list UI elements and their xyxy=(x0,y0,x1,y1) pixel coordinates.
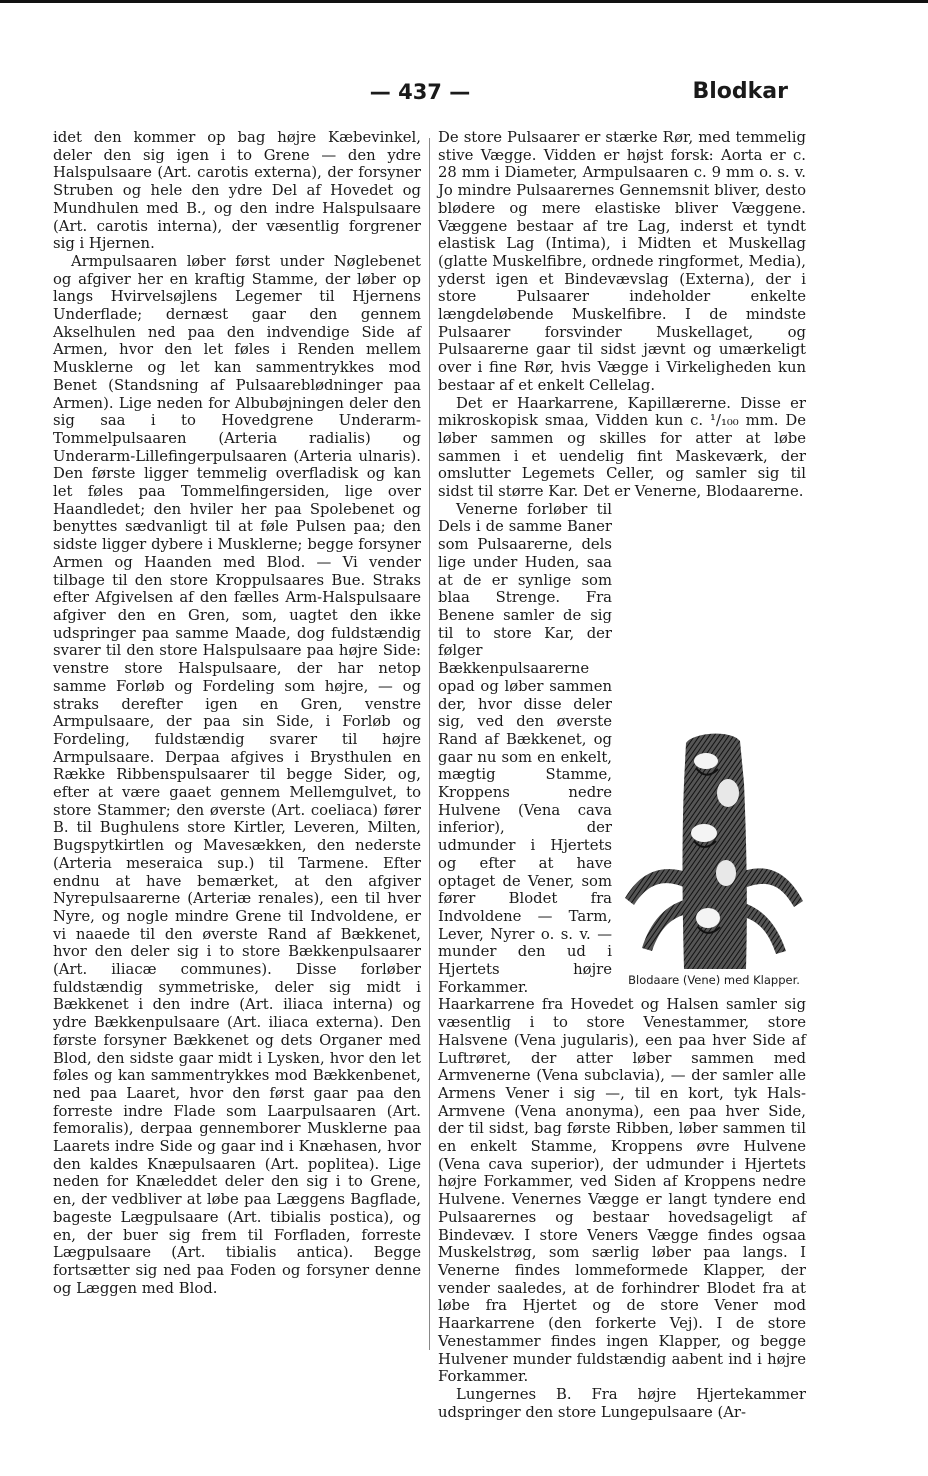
paragraph: De store Pulsaarer er stærke Rør, med temmelig stive Vægge. Vidden er højst forsk: Aorta er c. 28 mm i Diameter, Armpulsaaren c. 9 mm o. s. v. Jo mindre Pulsaarernes Gennemsnit bliver, desto blødere og mere elastiske bliver Væggene. Væggene bestaar af tre Lag, inderst et tyndt elastisk Lag (Intima), i Midten et Muskellag (glatte Muskelfibre, ordnede ringformet, Media), yderst igen et Bindevævslag (Externa), der i store Pulsaarer indeholder enkelte længdeløbende Muskelfibre. I de mindste Pulsaarer forsvinder Muskellaget, og Pulsaarerne gaar til sidst jævnt og umærkeligt over i fine Rør, hvis Vægge i Virkeligheden kun bestaar af et enkelt Cellelag. xyxy=(438,129,806,394)
running-header-title: Blodkar xyxy=(692,79,788,104)
left-column xyxy=(53,129,421,1297)
vein-with-valves-illustration xyxy=(620,723,808,971)
page-number: — 437 — xyxy=(369,80,471,104)
top-page-edge xyxy=(0,0,928,3)
paragraph: idet den kommer op bag højre Kæbevinkel, deler den sig igen i to Grene — den ydre Halspulsaare (Art. carotis externa), der forsyner Struben og hele den ydre Del af Hovedet og Mundhulen med B., og den indre Halspulsaare (Art. carotis interna), der væsentlig forgrener sig i Hjernen. xyxy=(53,129,421,253)
column-divider xyxy=(429,138,430,1350)
figure-vein xyxy=(620,723,808,989)
paragraph: Lungernes B. Fra højre Hjertekammer udspringer den store Lungepulsaare (Ar- xyxy=(438,1385,806,1421)
paragraph-text: Venerne forløber til Dels i de samme Baner som Pulsaarerne, dels lige under Huden, saa at de er synlige som blaa Strenge. Fra Benene samler de sig til to store Kar, der følger Bækkenpulsaarerne opad og løber sammen der, hvor disse deler sig, ved den øverste Rand af Bækkenet, og gaar nu som en enkelt, mægtig Stamme, Kroppens nedre Hulvene (Vena cava inferior), der udmunder i Hjertets og efter at have optaget de Vener, som fører Blodet fra Indvoldene — Tarm, Lever, Nyrer o. s. v. — munder den ud i Hjertets højre Forkammer. Haarkarrene fra Hovedet og Halsen samler sig væsentlig i to store Venestammer, store Halsvene (Vena jugularis), een paa hver Side af Luftrøret, der atter løber sammen med Armvenerne (Vena subclavia), — der samler alle Armens Vener i sig —, til en kort, tyk Hals-Armvene (Vena anonyma), een paa hver Side, der til sidst, bag første Ribben, løber sammen til en enkelt Stamme, Kroppens øvre Hulvene (Vena cava superior), der udmunder i Hjertets højre Forkammer, ved Siden af Kroppens nedre Hulvene. Venernes Vægge er langt tyndere end Pulsaarernes og bestaar hovedsageligt af Bindevæv. I store Veners Vægge findes ogsaa Muskelstrøg, som særlig løber paa langs. I Venerne findes lommeformede Klapper, der vender saaledes, at de forhindrer Blodet fra at løbe fra Hjertet og de store Vener mod Haarkarrene (den forkerte Vej). I de store Venestammer findes ingen Klapper, og begge Hulvener munder fuldstændig aabent ind i højre Forkammer. xyxy=(438,500,806,1386)
paragraph: Det er Haarkarrene, Kapillærerne. Disse er mikroskopisk smaa, Vidden kun c. ¹/₁₀₀ mm. De løber sammen og skilles for atter at løbe sammen i et uendelig fint Maskeværk, der omslutter Legemets Celler, og samler sig til sidst til større Kar. Det er Venerne, Blodaarerne. xyxy=(438,394,806,501)
right-column xyxy=(438,129,806,1421)
figure-caption: Blodaare (Vene) med Klapper. xyxy=(628,972,800,987)
paragraph: Armpulsaaren løber først under Nøglebenet og afgiver her en kraftig Stamme, der løber op langs Hvirvelsøjlens Legemer til Hjernens Underflade; dernæst gaar den gennem Akselhulen ned paa den indvendige Side af Armen, hvor den let føles i Renden mellem Musklerne og let kan sammentrykkes mod Benet (Standsning af Pulsaareblødninger paa Armen). Lige neden for Albubøjningen deler den sig saa i to Hovedgrene Underarm-Tommelpulsaaren (Arteria radialis) og Underarm-Lillefingerpulsaaren (Arteria ulnaris). Den første ligger temmelig overfladisk og kan let føles paa Tommelfingersiden, lige over Haandledet; den hviler her paa Spolebenet og benyttes sædvanligt til at føle Pulsen paa; den sidste ligger dybere i Musklerne; begge forsyner Armen og Haanden med Blod. — Vi vender tilbage til den store Kroppulsaares Bue. Straks efter Afgivelsen af den fælles Arm-Halspulsaare afgiver den en Gren, som, uagtet den ikke udspringer paa samme Maade, dog fuldstændig svarer til den store Halspulsaare paa højre Side: venstre store Halspulsaare, der har netop samme Forløb og Fordeling som højre, — og straks derefter igen en Gren, venstre Armpulsaare, der paa sin Side, i Forløb og Fordeling, fuldstændig svarer til højre Armpulsaare. Derpaa afgives i Brysthulen en Række Ribbenspulsaarer til begge Sider, og, efter at være gaaet gennem Mellemgulvet, to store Stammer; den øverste (Art. coeliaca) fører B. til Bughulens store Kirtler, Leveren, Milten, Bugspytkirtlen og Mavesækken, den nederste (Arteria meseraica sup.) til Tarmene. Efter endnu at have bemærket, at den afgiver Nyrepulsaarerne (Arteriæ renales), een til hver Nyre, og nogle mindre Grene til Indvoldene, er vi naaede til den øverste Rand af Bækkenet, hvor den deler sig i to store Bækkenpulsaarer (Art. iliacæ communes). Disse forløber fuldstændig symmetriske, deler sig midt i Bækkenet i den indre (Art. iliaca interna) og ydre Bækkenpulsaare (Art. iliaca externa). Den første forsyner Bækkenet og dets Organer med Blod, den sidste gaar midt i Lysken, hvor den let føles og kan sammentrykkes mod Bækkenbenet, ned paa Laaret, hvor den først gaar paa den forreste indre Flade som Laarpulsaaren (Art. femoralis), derpaa gennemborer Musklerne paa Laarets indre Side og gaar ind i Knæhasen, hvor den kaldes Knæpulsaaren (Art. poplitea). Lige neden for Knæleddet deler den sig i to Grene, en, der vedbliver at løbe paa Læggens Bagflade, bageste Lægpulsaare (Art. tibialis postica), og en, der buer sig frem til Forfladen, forreste Lægpulsaare (Art. tibialis antica). Begge fortsætter sig ned paa Foden og forsyner denne og Læggen med Blod. xyxy=(53,252,421,1297)
paragraph-with-figure xyxy=(438,501,806,1386)
